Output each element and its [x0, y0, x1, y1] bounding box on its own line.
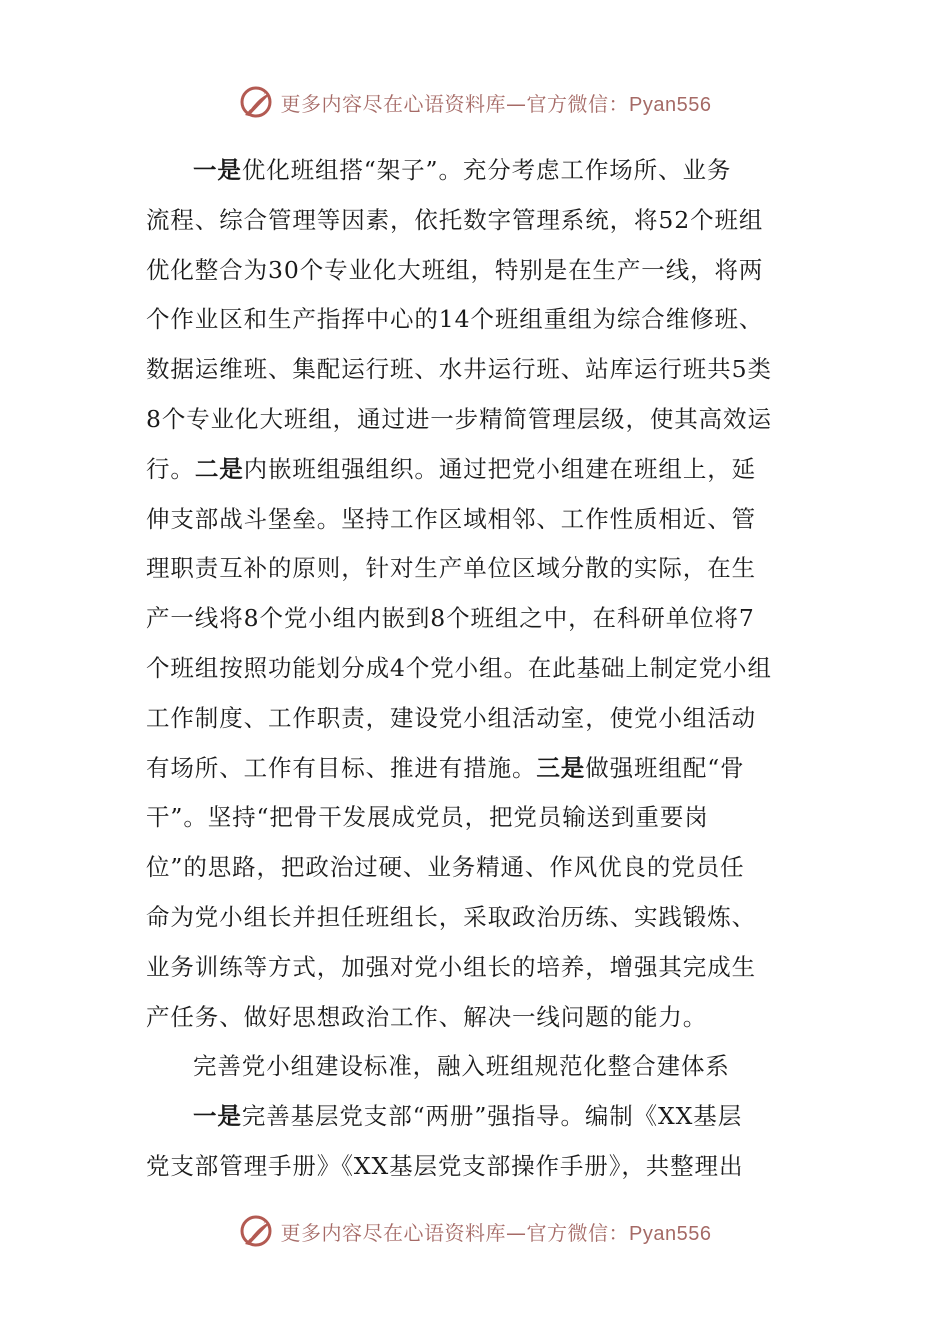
text-line: 工作制度、工作职责，建设党小组活动室，使党小组活动	[146, 703, 756, 732]
text-line: 一是完善基层党支部“两册”强指导。编制《XX基层	[193, 1102, 743, 1131]
text-line: 位”的思路，把政治过硬、业务精通、作风优良的党员任	[146, 853, 745, 882]
text-line: 8个专业化大班组，通过进一步精简管理层级，使其高效运	[146, 404, 772, 433]
text-line: 有场所、工作有目标、推进有措施。三是做强班组配“骨	[146, 753, 745, 782]
text-line: 一是优化班组搭“架子”。充分考虑工作场所、业务	[193, 156, 732, 184]
text-line: 产任务、做好思想政治工作、解决一线问题的能力。	[146, 1002, 708, 1031]
text-line: 理职责互补的原则，针对生产单位区域分散的实际，在生	[146, 554, 756, 583]
paragraph-2	[146, 1092, 806, 1192]
paragraph-1	[146, 146, 806, 1042]
text-line: 党支部管理手册》《XX基层党支部操作手册》，共整理出	[146, 1151, 744, 1180]
text-line: 干”。坚持“把骨干发展成党员，把党员输送到重要岗	[146, 803, 709, 832]
quill-logo-icon	[239, 1214, 273, 1248]
text-line: 流程、综合管理等因素，依托数字管理系统，将52个班组	[146, 205, 764, 234]
section-heading: 完善党小组建设标准，融入班组规范化整合建体系	[193, 1052, 730, 1081]
watermark-banner-bottom	[0, 1209, 950, 1253]
quill-logo-icon	[239, 85, 273, 119]
text-line: 行。二是内嵌班组强组织。通过把党小组建在班组上，延	[146, 454, 757, 483]
text-line: 命为党小组长并担任班组长，采取政治历练、实践锻炼、	[146, 902, 756, 931]
document-body	[146, 146, 806, 1192]
text-line: 优化整合为30个专业化大班组，特别是在生产一线，将两	[146, 255, 764, 284]
text-line: 业务训练等方式，加强对党小组长的培养，增强其完成生	[146, 952, 756, 981]
text-line: 个作业区和生产指挥中心的14个班组重组为综合维修班、	[146, 305, 764, 334]
text-line: 伸支部战斗堡垒。坚持工作区域相邻、工作性质相近、管	[146, 504, 756, 533]
banner-text: 更多内容尽在心语资料库—官方微信：Pyan556	[280, 1220, 712, 1245]
banner-text: 更多内容尽在心语资料库—官方微信：Pyan556	[280, 91, 712, 116]
text-line: 个班组按照功能划分成4个党小组。在此基础上制定党小组	[146, 653, 772, 682]
text-line: 数据运维班、集配运行班、水井运行班、站库运行班共5类	[146, 355, 772, 384]
watermark-banner-top	[0, 80, 950, 124]
text-line: 产一线将8个党小组内嵌到8个班组之中，在科研单位将7	[146, 604, 755, 633]
